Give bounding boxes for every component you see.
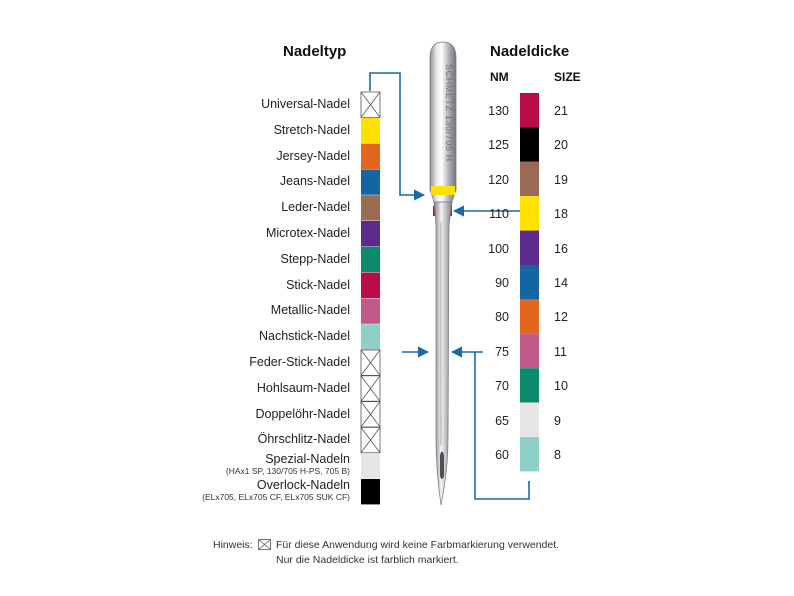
- needle-type-label: Feder-Stick-Nadel: [249, 355, 350, 369]
- nm-value: 90: [495, 276, 509, 290]
- needle-type-label: Leder-Nadel: [281, 200, 350, 215]
- needle-type-label: Spezial-Nadeln: [265, 452, 350, 467]
- needle-type-label: Stepp-Nadel: [280, 251, 350, 266]
- nm-value: 80: [495, 310, 509, 325]
- size-value: 18: [554, 207, 568, 222]
- needle-type-detail: (ELx705, ELx705 CF, ELx705 SUK CF): [202, 492, 350, 502]
- needle-size-swatch: [520, 231, 539, 265]
- note-line-1: Für diese Anwendung wird keine Farbmarkierung verwendet.: [276, 539, 560, 551]
- needle-type-label: Öhrschlitz-Nadel: [257, 432, 350, 447]
- needle-type-swatch: [361, 169, 380, 194]
- nm-value: 75: [495, 344, 509, 359]
- needle-brand-text: SCHMETZ 130/705 H: [444, 64, 454, 162]
- needle-type-swatch: [361, 273, 380, 298]
- needle-type-label: Hohlsaum-Nadel: [256, 380, 350, 395]
- size-value: 21: [554, 104, 568, 118]
- needle-type-label: Jersey-Nadel: [276, 148, 350, 163]
- needle-size-swatch: [520, 299, 539, 333]
- needle-type-label: Doppelöhr-Nadel: [255, 406, 350, 421]
- needle-type-color-bars: [361, 92, 380, 504]
- nm-column-label: NM: [490, 70, 509, 84]
- size-value: 16: [554, 241, 568, 256]
- size-value: 12: [554, 310, 568, 325]
- size-value: 8: [554, 448, 561, 462]
- needle-size-swatch: [520, 127, 539, 161]
- needle-size-swatch: [520, 265, 539, 299]
- needle-type-swatch: [361, 479, 380, 504]
- needle-type-label: Nachstick-Nadel: [258, 329, 350, 344]
- needle-type-title: Nadeltyp: [283, 43, 347, 60]
- note-line-2: Nur die Nadeldicke ist farblich markiert.: [276, 554, 459, 566]
- needle-type-swatch: [361, 195, 380, 220]
- needle-size-swatch: [520, 196, 539, 230]
- needle-type-band: [431, 186, 455, 195]
- needle-thickness-title: Nadeldicke: [490, 43, 570, 60]
- size-column-label: SIZE: [554, 70, 581, 84]
- needle-type-label: Overlock-Nadeln: [256, 478, 350, 492]
- size-value: 10: [554, 379, 568, 394]
- nm-value: 110: [489, 207, 509, 222]
- needle-type-swatch: [361, 453, 380, 478]
- needle-type-label: Microtex-Nadel: [265, 226, 350, 240]
- needle-type-label: Jeans-Nadel: [279, 174, 350, 189]
- needle-size-swatch: [520, 334, 539, 368]
- needle-type-swatch: [361, 144, 380, 169]
- needle-type-label: Stick-Nadel: [286, 277, 350, 292]
- nm-value: 120: [488, 172, 509, 187]
- needle-type-swatch: [361, 247, 380, 272]
- size-value: 14: [554, 276, 568, 290]
- size-value: 20: [554, 138, 568, 153]
- nm-value: 65: [495, 413, 509, 428]
- note-label: Hinweis:: [213, 539, 253, 551]
- needle-type-detail: (HAx1 SP, 130/705 H-PS, 705 B): [225, 466, 350, 477]
- needle-size-swatch: [520, 403, 539, 437]
- needle-size-swatch: [520, 93, 539, 127]
- nm-value: 100: [488, 241, 509, 256]
- nm-value: 60: [495, 448, 509, 462]
- size-value: 9: [554, 413, 561, 428]
- needle-size-swatch: [520, 437, 539, 471]
- needle-type-swatch: [361, 118, 380, 143]
- needle-type-swatch: [361, 324, 380, 349]
- needle-size-color-bars: [520, 93, 539, 471]
- no-color-marker-icon: [258, 539, 271, 550]
- needle-type-swatch: [361, 298, 380, 323]
- needle-type-label: Universal-Nadel: [261, 97, 350, 111]
- nm-value: 130: [488, 104, 509, 118]
- nm-value: 125: [488, 138, 509, 153]
- needle-type-label: Stretch-Nadel: [273, 122, 350, 137]
- nm-value: 70: [495, 379, 509, 394]
- needle-size-swatch: [520, 162, 539, 196]
- needle-type-label: Metallic-Nadel: [270, 303, 350, 318]
- size-value: 11: [554, 344, 567, 359]
- needle-eye: [440, 452, 444, 480]
- needle-type-swatch: [361, 221, 380, 246]
- needle-size-swatch: [520, 368, 539, 402]
- size-value: 19: [554, 172, 568, 187]
